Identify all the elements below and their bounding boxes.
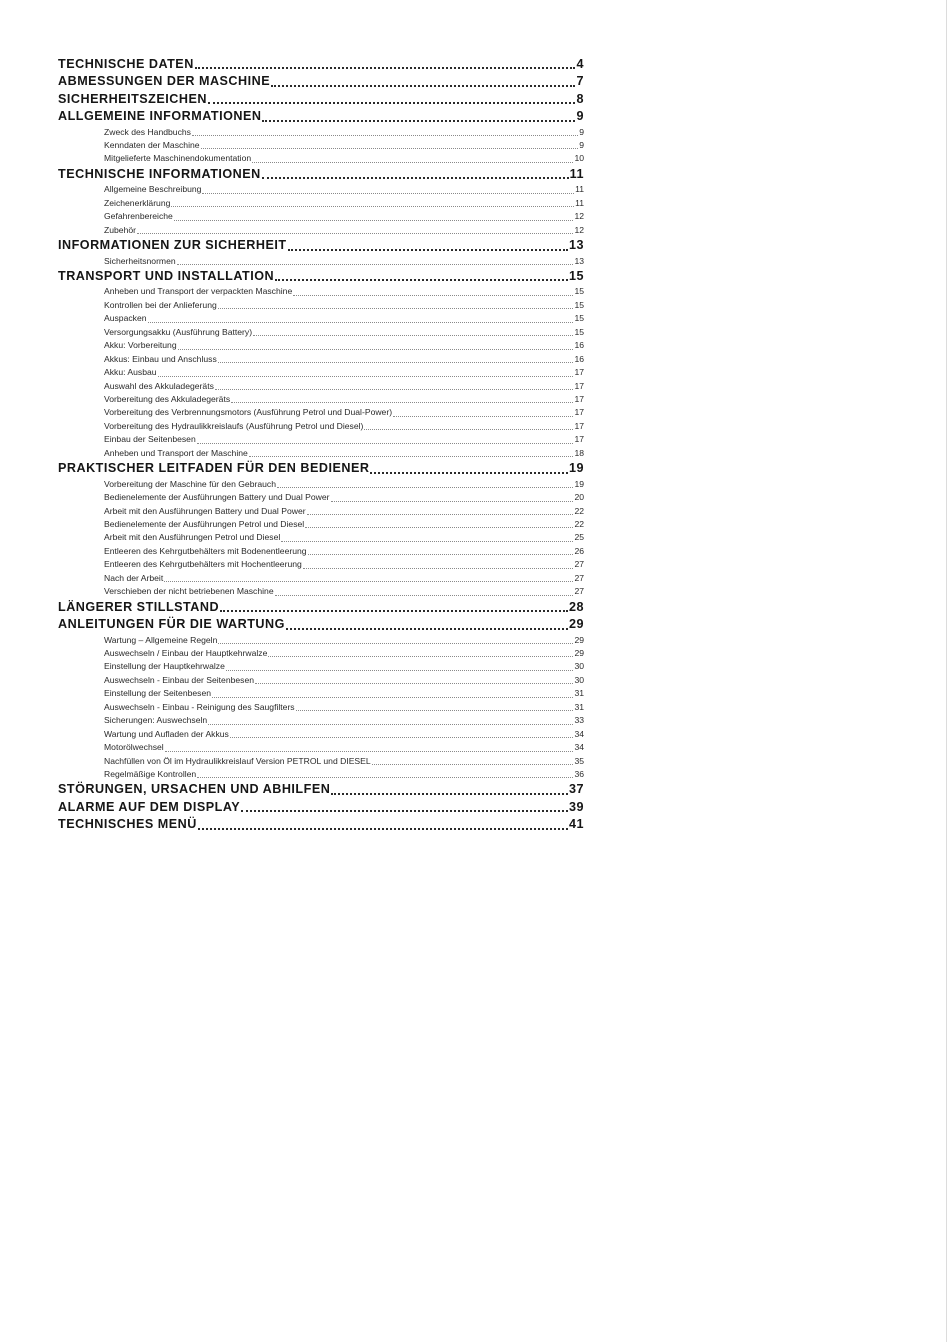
toc-page-number: 27 — [574, 586, 584, 597]
toc-page-number: 8 — [576, 91, 584, 106]
toc-page-number: 19 — [574, 478, 584, 489]
toc-page-number: 18 — [574, 447, 584, 458]
toc-entry-title: PRAKTISCHER LEITFADEN FÜR DEN BEDIENER — [58, 461, 370, 476]
toc-entry-title: Zweck des Handbuchs — [104, 126, 191, 137]
toc-chapter-entry[interactable] — [58, 56, 584, 73]
toc-entry-title: Arbeit mit den Ausführungen Battery und Dual Power — [104, 505, 306, 516]
toc-section-entry[interactable] — [58, 299, 584, 312]
toc-entry-title: ANLEITUNGEN FÜR DIE WARTUNG — [58, 617, 285, 632]
toc-chapter-entry[interactable] — [58, 166, 584, 183]
toc-entry-title: Kontrollen bei der Anlieferung — [104, 299, 217, 310]
dot-leader — [249, 456, 574, 457]
toc-entry-title: Entleeren des Kehrgutbehälters mit Bodenentleerung — [104, 545, 307, 556]
toc-page-number: 41 — [568, 817, 584, 832]
toc-section-entry[interactable] — [58, 126, 584, 139]
toc-entry-title: Bedienelemente der Ausführungen Petrol und Diesel — [104, 519, 305, 529]
dot-leader — [296, 710, 574, 711]
toc-section-entry[interactable] — [58, 714, 584, 727]
toc-page-number: 11 — [575, 197, 584, 208]
toc-entry-title: Wartung und Aufladen der Akkus — [104, 728, 229, 739]
toc-page-number: 15 — [568, 268, 584, 283]
dot-leader — [226, 670, 574, 671]
toc-entry-title: Akku: Ausbau — [104, 367, 157, 378]
dot-leader — [364, 429, 573, 430]
toc-page-number: 15 — [574, 286, 584, 297]
toc-entry-title: Sicherheitsnormen — [104, 255, 176, 266]
toc-section-entry[interactable] — [58, 505, 584, 518]
dot-leader — [201, 148, 579, 149]
toc-entry-title: Auswechseln / Einbau der Hauptkehrwalze — [104, 647, 268, 658]
table-of-contents — [58, 56, 584, 834]
dot-leader — [241, 810, 568, 812]
dot-leader — [197, 777, 573, 778]
dot-leader — [171, 206, 574, 207]
dot-leader — [208, 102, 576, 104]
toc-entry-title: Nach der Arbeit — [104, 572, 164, 583]
dot-leader — [212, 697, 573, 698]
dot-leader — [174, 220, 574, 221]
toc-page-number: 22 — [574, 519, 584, 529]
toc-entry-title: ALARME AUF DEM DISPLAY — [58, 799, 241, 814]
toc-page-number: 22 — [574, 505, 584, 516]
toc-page-number: 36 — [574, 769, 584, 780]
dot-leader — [281, 541, 573, 542]
toc-page-number: 4 — [576, 57, 584, 71]
toc-page-number: 28 — [568, 599, 584, 614]
dot-leader — [372, 764, 574, 765]
dot-leader — [275, 595, 574, 596]
toc-page-number: 29 — [574, 634, 584, 645]
toc-section-entry[interactable] — [58, 139, 584, 152]
toc-page-number: 13 — [568, 238, 584, 253]
toc-page-number: 13 — [574, 255, 584, 266]
toc-entry-title: Vorbereitung der Maschine für den Gebrauch — [104, 478, 276, 489]
toc-section-entry[interactable] — [58, 478, 584, 491]
toc-entry-title: Auspacken — [104, 313, 147, 324]
toc-entry-title: TECHNISCHE INFORMATIONEN — [58, 166, 261, 181]
toc-section-entry[interactable] — [58, 545, 584, 558]
dot-leader — [271, 85, 575, 87]
dot-leader — [293, 295, 573, 296]
toc-entry-title: Zubehör — [104, 224, 137, 235]
page-edge-line — [946, 0, 947, 1342]
toc-page-number: 30 — [574, 674, 584, 685]
dot-leader — [164, 581, 573, 582]
dot-leader — [262, 120, 575, 122]
dot-leader — [202, 193, 574, 194]
toc-page-number: 26 — [574, 545, 584, 556]
toc-chapter-entry[interactable] — [58, 616, 584, 633]
toc-entry-title: Auswechseln - Einbau - Reinigung des Saugfilters — [104, 701, 295, 712]
dot-leader — [198, 828, 568, 830]
toc-entry-title: Einstellung der Seitenbesen — [104, 688, 212, 699]
toc-page-number: 35 — [574, 755, 584, 766]
toc-entry-title: LÄNGERER STILLSTAND — [58, 599, 220, 614]
dot-leader — [165, 751, 574, 752]
toc-section-entry[interactable] — [58, 701, 584, 714]
toc-entry-title: Auswechseln - Einbau der Seitenbesen — [104, 674, 255, 685]
toc-section-entry[interactable] — [58, 647, 584, 660]
toc-entry-title: Akkus: Einbau und Anschluss — [104, 353, 217, 364]
toc-section-entry[interactable] — [58, 210, 584, 223]
dot-leader — [231, 402, 573, 403]
dot-leader — [331, 501, 574, 502]
toc-entry-title: Sicherungen: Auswechseln — [104, 715, 208, 726]
dot-leader — [177, 264, 574, 265]
toc-entry-title: Vorbereitung des Verbrennungsmotors (Ausführung Petrol und Dual-Power) — [104, 407, 393, 418]
toc-page-number: 17 — [574, 434, 584, 445]
toc-entry-title: Vorbereitung des Akkuladegeräts — [104, 393, 231, 404]
dot-leader — [208, 724, 573, 725]
toc-entry-title: Versorgungsakku (Ausführung Battery) — [104, 326, 253, 337]
toc-page-number: 10 — [574, 153, 584, 164]
toc-page-number: 7 — [576, 74, 584, 89]
dot-leader — [262, 177, 569, 179]
toc-chapter-entry[interactable] — [58, 599, 584, 616]
dot-leader — [303, 568, 574, 569]
toc-chapter-entry[interactable] — [58, 799, 584, 816]
toc-page-number: 17 — [574, 393, 584, 404]
toc-page-number: 27 — [574, 559, 584, 570]
dot-leader — [370, 472, 568, 474]
dot-leader — [286, 628, 568, 630]
toc-page-number: 12 — [574, 224, 584, 235]
toc-chapter-entry[interactable] — [58, 268, 584, 285]
toc-page-number: 34 — [574, 728, 584, 739]
toc-chapter-entry[interactable] — [58, 816, 584, 833]
toc-chapter-entry[interactable] — [58, 781, 584, 798]
toc-entry-title: INFORMATIONEN ZUR SICHERHEIT — [58, 238, 287, 253]
toc-page-number: 29 — [568, 617, 584, 632]
toc-chapter-entry[interactable] — [58, 237, 584, 254]
dot-leader — [137, 233, 573, 234]
dot-leader — [218, 643, 573, 644]
toc-entry-title: Akku: Vorbereitung — [104, 340, 177, 351]
dot-leader — [230, 737, 574, 738]
toc-section-entry[interactable] — [58, 572, 584, 585]
dot-leader — [277, 487, 573, 488]
toc-page-number: 17 — [574, 380, 584, 391]
toc-section-entry[interactable] — [58, 285, 584, 298]
toc-page-number: 15 — [574, 326, 584, 337]
toc-entry-title: TRANSPORT UND INSTALLATION — [58, 268, 275, 283]
dot-leader — [268, 656, 573, 657]
toc-entry-title: TECHNISCHE DATEN — [58, 57, 194, 71]
toc-entry-title: TECHNISCHES MENÜ — [58, 817, 197, 832]
dot-leader — [195, 67, 576, 69]
toc-page-number: 9 — [576, 109, 584, 124]
toc-section-entry[interactable] — [58, 660, 584, 673]
toc-page-number: 37 — [568, 782, 584, 797]
toc-page-number: 31 — [574, 701, 584, 712]
dot-leader — [215, 389, 574, 390]
toc-entry-title: SICHERHEITSZEICHEN — [58, 91, 207, 106]
toc-page-number: 9 — [579, 126, 584, 137]
dot-leader — [253, 335, 573, 336]
dot-leader — [148, 322, 574, 323]
toc-chapter-entry[interactable] — [58, 91, 584, 108]
toc-section-entry[interactable] — [58, 728, 584, 741]
toc-page-number: 27 — [574, 572, 584, 583]
toc-chapter-entry[interactable] — [58, 460, 584, 477]
toc-page-number: 11 — [569, 166, 584, 181]
toc-entry-title: Verschieben der nicht betriebenen Maschine — [104, 586, 274, 597]
toc-section-entry[interactable] — [58, 768, 584, 781]
dot-leader — [252, 162, 573, 163]
toc-chapter-entry[interactable] — [58, 73, 584, 90]
dot-leader — [158, 376, 574, 377]
dot-leader — [288, 249, 568, 251]
toc-page-number: 34 — [574, 742, 584, 753]
toc-page-number: 16 — [574, 340, 584, 351]
toc-page-number: 39 — [568, 799, 584, 814]
toc-entry-title: ALLGEMEINE INFORMATIONEN — [58, 109, 262, 124]
toc-section-entry[interactable] — [58, 755, 584, 768]
dot-leader — [218, 308, 574, 309]
toc-section-entry[interactable] — [58, 447, 584, 460]
toc-section-entry[interactable] — [58, 353, 584, 366]
toc-page-number: 31 — [574, 688, 584, 699]
toc-entry-title: Arbeit mit den Ausführungen Petrol und Diesel — [104, 532, 281, 543]
toc-page-number: 17 — [574, 420, 584, 431]
toc-page-number: 33 — [574, 715, 584, 726]
toc-page-number: 25 — [574, 532, 584, 543]
toc-section-entry[interactable] — [58, 183, 584, 196]
toc-chapter-entry[interactable] — [58, 108, 584, 125]
toc-page-number: 15 — [574, 299, 584, 310]
toc-page-number: 16 — [574, 353, 584, 364]
toc-section-entry[interactable] — [58, 674, 584, 687]
toc-page-number: 9 — [579, 140, 584, 151]
toc-entry-title: Einstellung der Hauptkehrwalze — [104, 661, 225, 672]
toc-section-entry[interactable] — [58, 518, 584, 531]
toc-section-entry[interactable] — [58, 420, 584, 433]
toc-page-number: 17 — [574, 407, 584, 418]
toc-entry-title: Anheben und Transport der Maschine — [104, 447, 248, 458]
toc-section-entry[interactable] — [58, 433, 584, 446]
dot-leader — [255, 683, 573, 684]
toc-page-number: 15 — [574, 313, 584, 324]
toc-entry-title: ABMESSUNGEN DER MASCHINE — [58, 74, 271, 89]
toc-page-number: 30 — [574, 661, 584, 672]
toc-entry-title: Einbau der Seitenbesen — [104, 434, 196, 445]
toc-page-number: 17 — [574, 367, 584, 378]
dot-leader — [192, 135, 578, 136]
toc-entry-title: Mitgelieferte Maschinendokumentation — [104, 153, 252, 164]
toc-section-entry[interactable] — [58, 255, 584, 268]
dot-leader — [393, 416, 573, 417]
toc-entry-title: Nachfüllen von Öl im Hydraulikkreislauf Version PETROL und DIESEL — [104, 755, 371, 766]
toc-section-entry[interactable] — [58, 634, 584, 647]
toc-section-entry[interactable] — [58, 406, 584, 419]
toc-entry-title: Regelmäßige Kontrollen — [104, 769, 197, 780]
toc-entry-title: Bedienelemente der Ausführungen Battery und Dual Power — [104, 492, 330, 503]
toc-entry-title: Anheben und Transport der verpackten Maschine — [104, 286, 293, 297]
toc-entry-title: Motorölwechsel — [104, 742, 164, 753]
dot-leader — [308, 554, 574, 555]
toc-page-number: 19 — [568, 461, 584, 476]
dot-leader — [197, 443, 574, 444]
toc-section-entry[interactable] — [58, 531, 584, 544]
toc-section-entry[interactable] — [58, 326, 584, 339]
dot-leader — [220, 610, 568, 612]
toc-entry-title: Gefahrenbereiche — [104, 211, 173, 222]
toc-page-number: 12 — [574, 211, 584, 222]
toc-entry-title: Vorbereitung des Hydraulikkreislaufs (Ausführung Petrol und Diesel) — [104, 420, 364, 431]
toc-entry-title: Zeichenerklärung — [104, 197, 171, 208]
toc-section-entry[interactable] — [58, 491, 584, 504]
toc-entry-title: Kenndaten der Maschine — [104, 140, 200, 151]
toc-section-entry[interactable] — [58, 741, 584, 754]
toc-section-entry[interactable] — [58, 339, 584, 352]
toc-section-entry[interactable] — [58, 312, 584, 325]
toc-page-number: 20 — [574, 492, 584, 503]
toc-entry-title: Wartung – Allgemeine Regeln — [104, 634, 218, 645]
toc-section-entry[interactable] — [58, 585, 584, 598]
dot-leader — [305, 527, 573, 528]
toc-entry-title: Allgemeine Beschreibung — [104, 184, 202, 195]
toc-section-entry[interactable] — [58, 152, 584, 165]
dot-leader — [218, 362, 574, 363]
toc-section-entry[interactable] — [58, 224, 584, 237]
toc-section-entry[interactable] — [58, 687, 584, 700]
toc-section-entry[interactable] — [58, 380, 584, 393]
dot-leader — [178, 349, 574, 350]
toc-section-entry[interactable] — [58, 393, 584, 406]
toc-entry-title: Auswahl des Akkuladegeräts — [104, 380, 214, 391]
toc-section-entry[interactable] — [58, 197, 584, 210]
toc-page-number: 11 — [575, 184, 584, 195]
toc-entry-title: STÖRUNGEN, URSACHEN UND ABHILFEN — [58, 782, 331, 797]
dot-leader — [331, 793, 568, 795]
toc-section-entry[interactable] — [58, 558, 584, 571]
toc-section-entry[interactable] — [58, 366, 584, 379]
toc-entry-title: Entleeren des Kehrgutbehälters mit Hochentleerung — [104, 559, 302, 570]
toc-page-number: 29 — [574, 647, 584, 658]
dot-leader — [275, 279, 568, 281]
dot-leader — [307, 514, 574, 515]
